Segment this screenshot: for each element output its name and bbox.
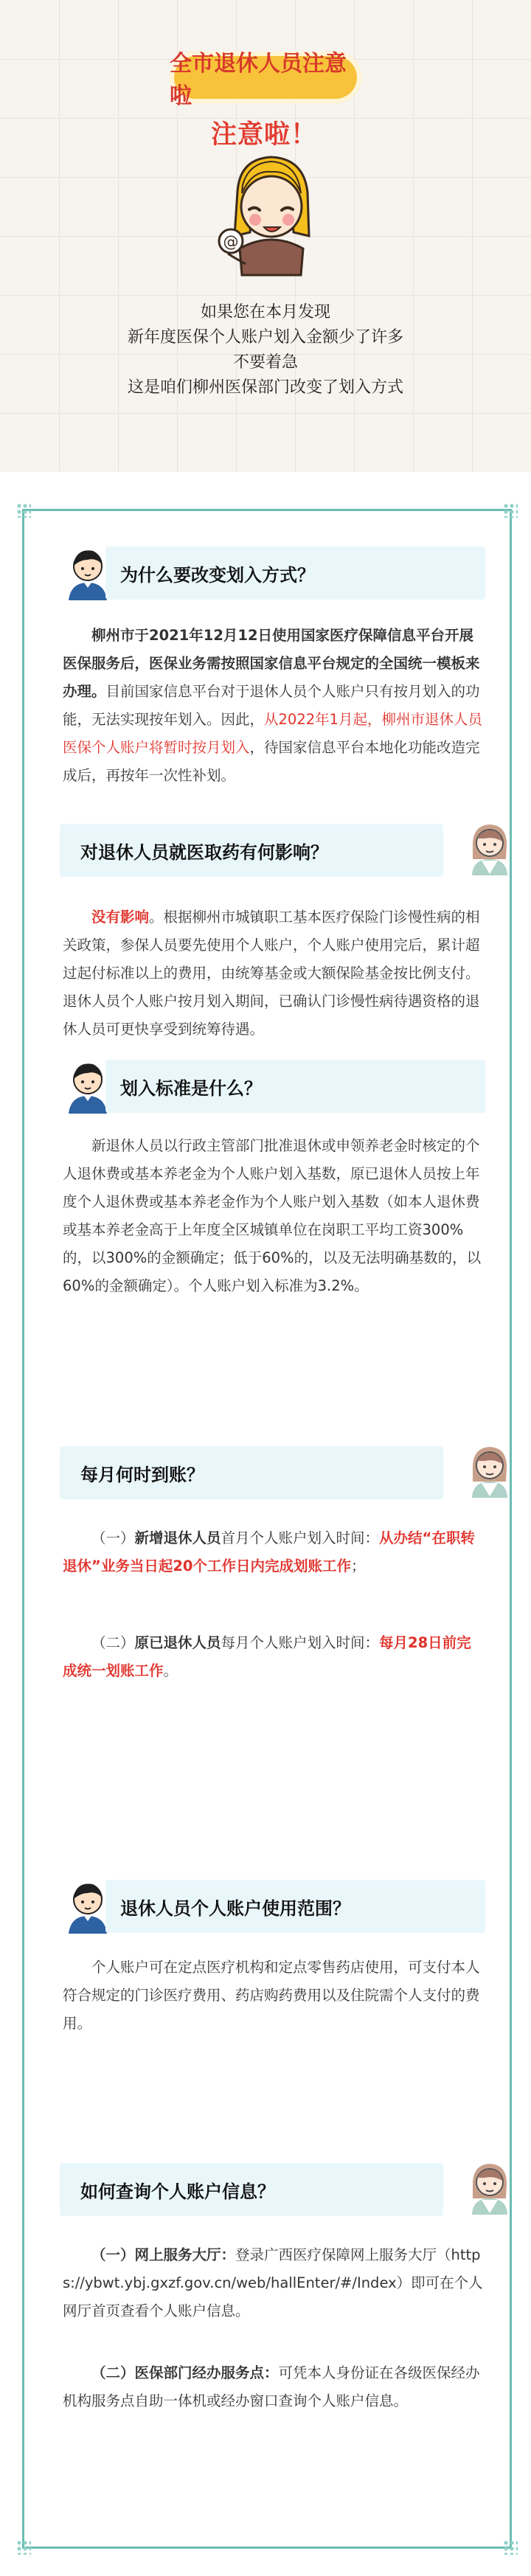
question-title: 每月何时到账？	[80, 1464, 204, 1485]
svg-text:@: @	[223, 233, 239, 251]
section-paragraph	[63, 903, 483, 1044]
question-bar	[105, 1880, 485, 1933]
paragraph-text: 目前国家信息平台对于退休人员个人账户只有按月划入的功能，无法实现按年划入。因此，	[63, 683, 480, 728]
question-bar	[105, 546, 485, 600]
female-avatar-icon	[459, 816, 520, 877]
paragraph-text: ，待国家信息平台本地化功能改造完成后，再按年一次性补划。	[63, 739, 480, 784]
paragraph-text: 柳州市于2021年12月12日使用国家医疗保障信息平台开展医保服务后，医保业务需按照国家信息平台规定的全国统一模板来办理。	[63, 627, 480, 700]
item-text: 每月个人账户划入时间：	[221, 1634, 380, 1651]
grid-line	[0, 295, 531, 296]
item-end: 。	[163, 1662, 178, 1679]
item-prefix: （一）	[91, 1530, 135, 1546]
question-bar	[60, 2163, 443, 2216]
highlight-text: 没有影响	[91, 909, 150, 926]
intro-line-2: 新年度医保个人账户划入金额少了许多	[127, 328, 403, 347]
intro-line-3: 不要着急	[232, 353, 298, 372]
female-avatar-icon	[459, 1439, 520, 1499]
question-title: 退休人员个人账户使用范围？	[120, 1898, 350, 1919]
question-bar	[60, 824, 443, 877]
highlight-text: 从办结“在职转退休”业务当日起20个工作日内完成划账工作	[63, 1530, 475, 1575]
item-label: 医保部门经办服务点：	[134, 2364, 279, 2381]
question-bar	[60, 1446, 443, 1499]
intro-line-4: 这是咱们柳州医保部门改变了划入方式	[127, 378, 403, 397]
question-title: 为什么要改变划入方式？	[120, 564, 315, 586]
item-text: 可凭本人身份证在各级医保经办机构服务点自助一体机或经办窗口查询个人账户信息。	[63, 2364, 480, 2409]
decorative-dots	[503, 503, 518, 518]
item-prefix: （二）	[91, 2364, 135, 2381]
paragraph-text: 新退休人员以行政主管部门批准退休或申领养老金时核定的个人退休费或基本养老金为个人账户划入基数，原已退休人员按上年度个人退休费或基本养老金作为个人账户划入基数（如本人退休费或基本养老金高于上年度全区城镇单位在岗职工平均工资300%的，以300%的金额确定；低于60%的，以及无法明确基数的，以60%的金额确定）。个人账户划入标准为3.2%。	[63, 1137, 482, 1294]
notice-heading: 注意啦！	[211, 120, 318, 150]
question-title: 划入标准是什么？	[120, 1077, 262, 1099]
content-frame	[22, 509, 512, 2549]
intro-line-1: 如果您在本月发现	[200, 303, 330, 322]
query-item	[63, 2241, 483, 2325]
section-paragraph	[63, 622, 483, 790]
hero-banner	[0, 0, 531, 472]
item-label: 新增退休人员	[134, 1530, 221, 1546]
decorative-dots	[16, 2540, 31, 2555]
grid-line	[0, 413, 531, 414]
question-bar	[105, 1060, 485, 1113]
decorative-dots	[16, 503, 31, 518]
item-label: 网上服务大厅：	[134, 2246, 236, 2263]
paragraph-text: 个人账户可在定点医疗机构和定点零售药店使用，可支付本人符合规定的门诊医疗费用、药店购药费用以及住院需个人支付的费用。	[63, 1959, 480, 2032]
item-label: 原已退休人员	[134, 1634, 221, 1651]
item-end: ；	[350, 1558, 366, 1575]
query-item	[63, 2359, 483, 2415]
time-item	[63, 1629, 483, 1685]
paragraph-text: 。根据柳州市城镇职工基本医疗保险门诊慢性病的相关政策，参保人员要先使用个人账户，个人账户使用完后，累计超过起付标准以上的费用，由统筹基金或大额保险基金按比例支付。退休人员个人账户按月划入期间，已确认门诊慢性病待遇资格的退休人员可更快享受到统筹待遇。	[63, 909, 480, 1038]
hero-title: 全市退休人员注意啦	[170, 52, 361, 103]
cartoon-girl-icon	[206, 151, 336, 284]
female-avatar-icon	[459, 2156, 520, 2216]
question-title: 如何查询个人账户信息？	[80, 2181, 275, 2202]
time-item	[63, 1524, 483, 1580]
item-prefix: （一）	[91, 2246, 135, 2263]
section-paragraph	[63, 1132, 483, 1300]
item-prefix: （二）	[91, 1634, 135, 1651]
section-paragraph	[63, 1954, 483, 2038]
decorative-dots	[503, 2540, 518, 2555]
item-text: 首月个人账户划入时间：	[221, 1530, 380, 1546]
item-text: 登录广西医疗保障网上服务大厅（https://ybwt.ybj.gxzf.gov.cn/web/hallEnter/#/Index）即可在个人网厅首页查看个人账户信息。	[63, 2246, 483, 2319]
highlight-text: 每月28日前完成统一划账工作	[63, 1634, 471, 1679]
highlight-text: 从2022年1月起，柳州市退休人员医保个人账户将暂时按月划入	[63, 711, 483, 756]
question-title: 对退休人员就医取药有何影响？	[80, 841, 328, 863]
